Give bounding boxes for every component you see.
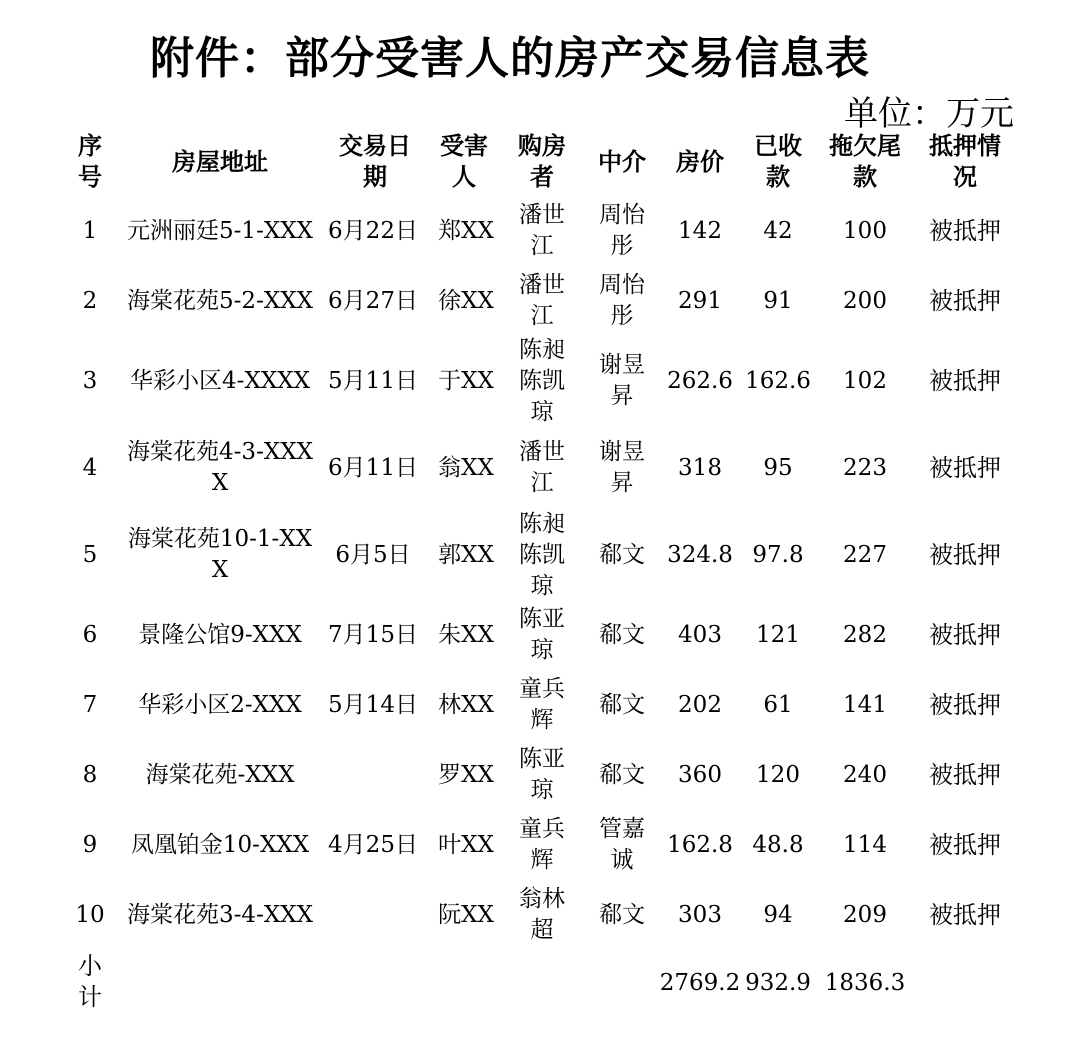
cell-date: 4月25日	[328, 831, 418, 858]
cell-address: 海棠花苑4-3-XXXX	[127, 439, 313, 496]
cell-price: 142	[678, 217, 722, 244]
cell-agent: 谢昱昇	[599, 352, 645, 409]
cell-owed: 200	[843, 287, 887, 314]
cell-no: 8	[82, 761, 98, 788]
cell-price: 303	[678, 901, 722, 928]
cell-owed: 240	[843, 761, 887, 788]
cell-date: 6月27日	[328, 287, 418, 314]
cell-address: 景隆公馆9-XXX	[138, 621, 302, 648]
cell-buyer: 童兵辉	[519, 676, 565, 733]
cell-price: 318	[678, 454, 722, 481]
subtotal-label: 小计	[78, 952, 102, 1011]
header-address: 房屋地址	[172, 147, 268, 176]
cell-price: 403	[678, 621, 722, 648]
cell-price: 262.6	[667, 367, 733, 394]
cell-buyer: 翁林超	[519, 886, 565, 943]
cell-received: 95	[763, 454, 793, 481]
cell-victim: 郭XX	[438, 541, 494, 568]
cell-buyer: 童兵辉	[519, 816, 565, 873]
cell-no: 2	[82, 287, 98, 314]
cell-victim: 叶XX	[438, 831, 494, 858]
unit-label: 单位：万元	[844, 94, 1014, 134]
cell-owed: 100	[843, 217, 887, 244]
cell-no: 9	[82, 831, 98, 858]
header-price: 房价	[676, 147, 724, 176]
cell-no: 7	[82, 691, 98, 718]
header-owed: 拖欠尾款	[829, 132, 901, 191]
cell-agent: 郗文	[599, 761, 645, 788]
cell-mortgage: 被抵押	[929, 216, 1001, 245]
subtotal-received: 932.9	[745, 970, 811, 996]
cell-no: 6	[82, 621, 98, 648]
subtotal-price: 2769.2	[659, 970, 741, 996]
cell-victim: 翁XX	[438, 454, 494, 481]
cell-owed: 114	[843, 831, 887, 858]
cell-received: 48.8	[752, 831, 804, 858]
header-received: 已收款	[754, 132, 802, 191]
cell-owed: 209	[843, 901, 887, 928]
cell-mortgage: 被抵押	[929, 830, 1001, 859]
cell-address: 华彩小区4-XXXX	[130, 367, 310, 394]
cell-date: 7月15日	[328, 621, 418, 648]
cell-victim: 徐XX	[438, 287, 494, 314]
cell-buyer: 潘世江	[519, 272, 565, 329]
cell-date	[322, 742, 424, 808]
cell-address: 海棠花苑10-1-XXX	[127, 526, 313, 583]
cell-date: 6月5日	[335, 541, 411, 568]
cell-agent: 郗文	[599, 691, 645, 718]
header-buyer: 购房者	[518, 132, 566, 191]
cell-buyer: 潘世江	[519, 439, 565, 496]
cell-victim: 于XX	[438, 367, 494, 394]
cell-agent: 谢昱昇	[599, 439, 645, 496]
cell-no: 10	[75, 901, 105, 928]
cell-buyer: 陈亚琼	[519, 606, 565, 663]
cell-received: 94	[763, 901, 793, 928]
cell-agent: 郗文	[599, 541, 645, 568]
cell-owed: 102	[843, 367, 887, 394]
header-date: 交易日期	[339, 132, 411, 191]
cell-mortgage: 被抵押	[929, 760, 1001, 789]
cell-received: 162.6	[745, 367, 811, 394]
cell-agent: 周怡彤	[599, 272, 645, 329]
header-victim: 受害人	[440, 132, 488, 191]
cell-agent: 管嘉诚	[599, 816, 645, 873]
cell-buyer: 潘世江	[519, 202, 565, 259]
cell-received: 120	[756, 761, 800, 788]
cell-mortgage: 被抵押	[929, 540, 1001, 569]
cell-received: 121	[756, 621, 800, 648]
subtotal-owed: 1836.3	[824, 970, 906, 996]
cell-date: 5月11日	[328, 367, 418, 394]
cell-no: 3	[82, 367, 98, 394]
cell-received: 42	[763, 217, 793, 244]
cell-agent: 郗文	[599, 621, 645, 648]
header-mortgage: 抵押情况	[929, 132, 1001, 191]
cell-price: 291	[678, 287, 722, 314]
cell-address: 海棠花苑3-4-XXX	[127, 901, 313, 928]
cell-date: 6月11日	[328, 454, 418, 481]
cell-address: 海棠花苑-XXX	[145, 761, 295, 788]
cell-date: 5月14日	[328, 691, 418, 718]
cell-no: 1	[82, 217, 98, 244]
cell-victim: 郑XX	[438, 217, 494, 244]
cell-address: 凤凰铂金10-XXX	[130, 831, 310, 858]
cell-owed: 282	[843, 621, 887, 648]
cell-agent: 郗文	[599, 901, 645, 928]
cell-address: 海棠花苑5-2-XXX	[127, 287, 313, 314]
cell-received: 97.8	[752, 541, 804, 568]
cell-mortgage: 被抵押	[929, 286, 1001, 315]
cell-address: 华彩小区2-XXX	[138, 691, 302, 718]
cell-victim: 阮XX	[438, 901, 494, 928]
cell-buyer: 陈亚琼	[519, 746, 565, 803]
cell-owed: 227	[843, 541, 887, 568]
cell-price: 162.8	[667, 831, 733, 858]
cell-agent: 周怡彤	[599, 202, 645, 259]
cell-address: 元洲丽廷5-1-XXX	[127, 217, 313, 244]
cell-price: 360	[678, 761, 722, 788]
cell-mortgage: 被抵押	[929, 690, 1001, 719]
cell-mortgage: 被抵押	[929, 900, 1001, 929]
cell-no: 5	[82, 541, 98, 568]
cell-victim: 林XX	[438, 691, 494, 718]
cell-received: 61	[763, 691, 793, 718]
cell-date: 6月22日	[328, 217, 418, 244]
header-agent: 中介	[598, 147, 646, 176]
cell-price: 202	[678, 691, 722, 718]
cell-owed: 141	[843, 691, 887, 718]
cell-mortgage: 被抵押	[929, 620, 1001, 649]
cell-victim: 罗XX	[438, 761, 494, 788]
cell-price: 324.8	[667, 541, 733, 568]
cell-buyer: 陈昶陈凯琼	[519, 336, 565, 425]
cell-owed: 223	[843, 454, 887, 481]
cell-received: 91	[763, 287, 793, 314]
cell-buyer: 陈昶陈凯琼	[519, 510, 565, 599]
cell-victim: 朱XX	[438, 621, 494, 648]
document-title: 附件：部分受害人的房产交易信息表	[150, 33, 870, 84]
cell-mortgage: 被抵押	[929, 366, 1001, 395]
cell-date	[322, 882, 424, 948]
header-no: 序号	[78, 132, 102, 191]
cell-no: 4	[82, 454, 98, 481]
cell-mortgage: 被抵押	[929, 453, 1001, 482]
